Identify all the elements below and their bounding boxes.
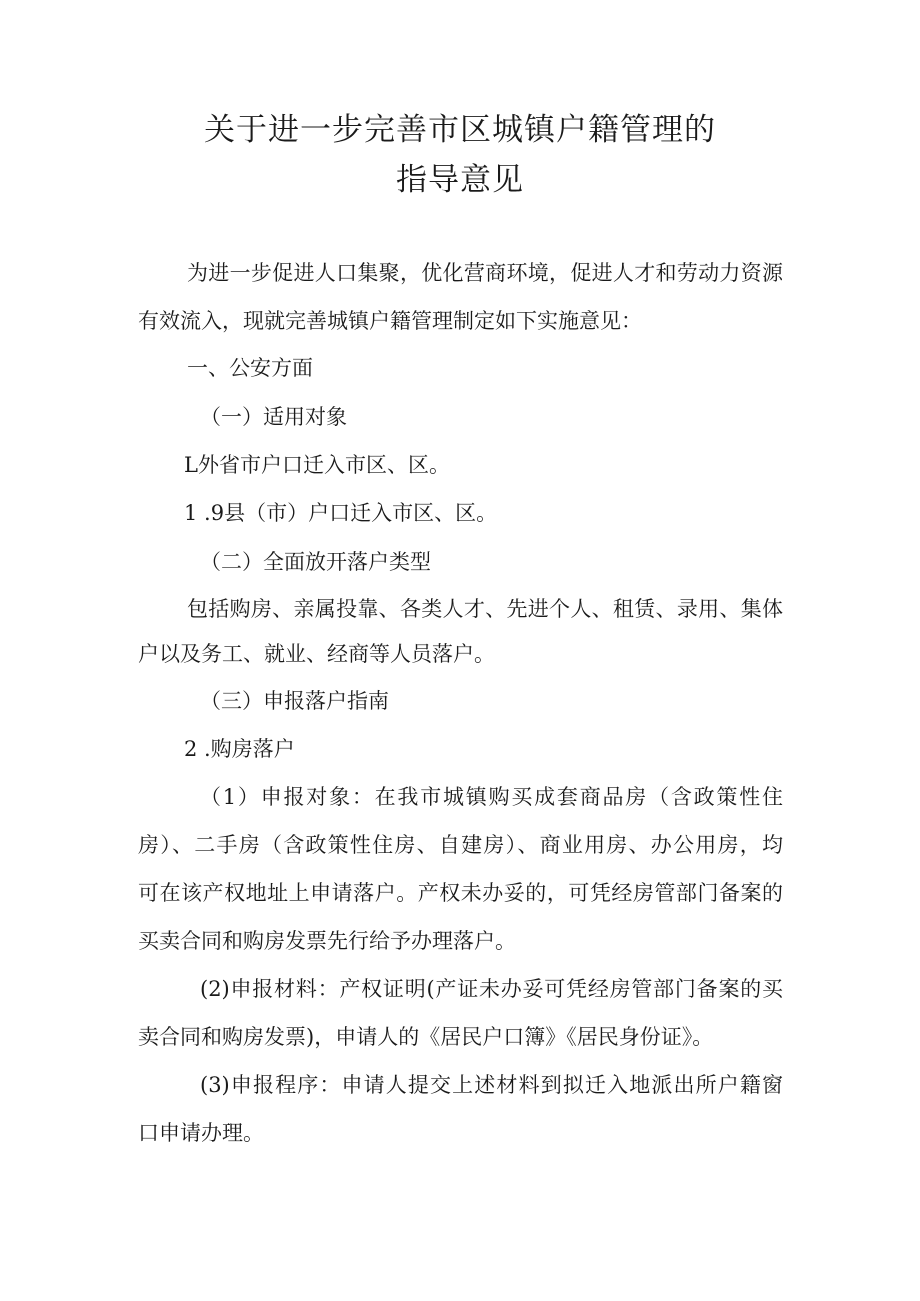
p3-line2: 口申请办理。 [138,1121,264,1145]
p2-line2: 卖合同和购房发票)，申请人的《居民户口簿》《居民身份证》。 [138,1025,714,1049]
document-title-line2: 指导意见 [396,162,524,198]
sub2-heading: （二）全面放开落户类型 [200,550,431,574]
p3-line1: (3)申报程序：申请人提交上述材料到拟迁入地派出所户籍窗 [200,1073,783,1097]
p1-line2: 房）、二手房（含政策性住房、自建房）、商业用房、办公用房，均 [138,833,783,857]
section1-heading: 一、公安方面 [187,356,313,380]
document-title-line1: 关于进一步完善市区城镇户籍管理的 [204,112,716,148]
p1-line3: 可在该产权地址上申请落户。产权未办妥的，可凭经房管部门备案的 [138,881,783,905]
item-l: L外省市户口迁入市区、区。 [184,453,450,477]
p2-line1: (2)申报材料：产权证明(产证未办妥可凭经房管部门备案的买 [200,977,783,1001]
sub2-body-line2: 户以及务工、就业、经商等人员落户。 [138,642,495,666]
item-2: 2 .购房落户 [184,737,295,761]
item-1: 1 .9县（市）户口迁入市区、区。 [184,501,498,525]
sub2-body-line1: 包括购房、亲属投靠、各类人才、先进个人、租赁、录用、集体 [187,597,783,621]
intro-line1: 为进一步促进人口集聚，优化营商环境，促进人才和劳动力资源 [187,261,783,285]
p1-line4: 买卖合同和购房发票先行给予办理落户。 [138,929,516,953]
sub3-heading: （三）申报落户指南 [200,689,389,713]
intro-line2: 有效流入，现就完善城镇户籍管理制定如下实施意见： [138,309,642,333]
sub1-heading: （一）适用对象 [200,405,347,429]
p1-line1: （1）申报对象：在我市城镇购买成套商品房（含政策性住 [200,785,783,809]
